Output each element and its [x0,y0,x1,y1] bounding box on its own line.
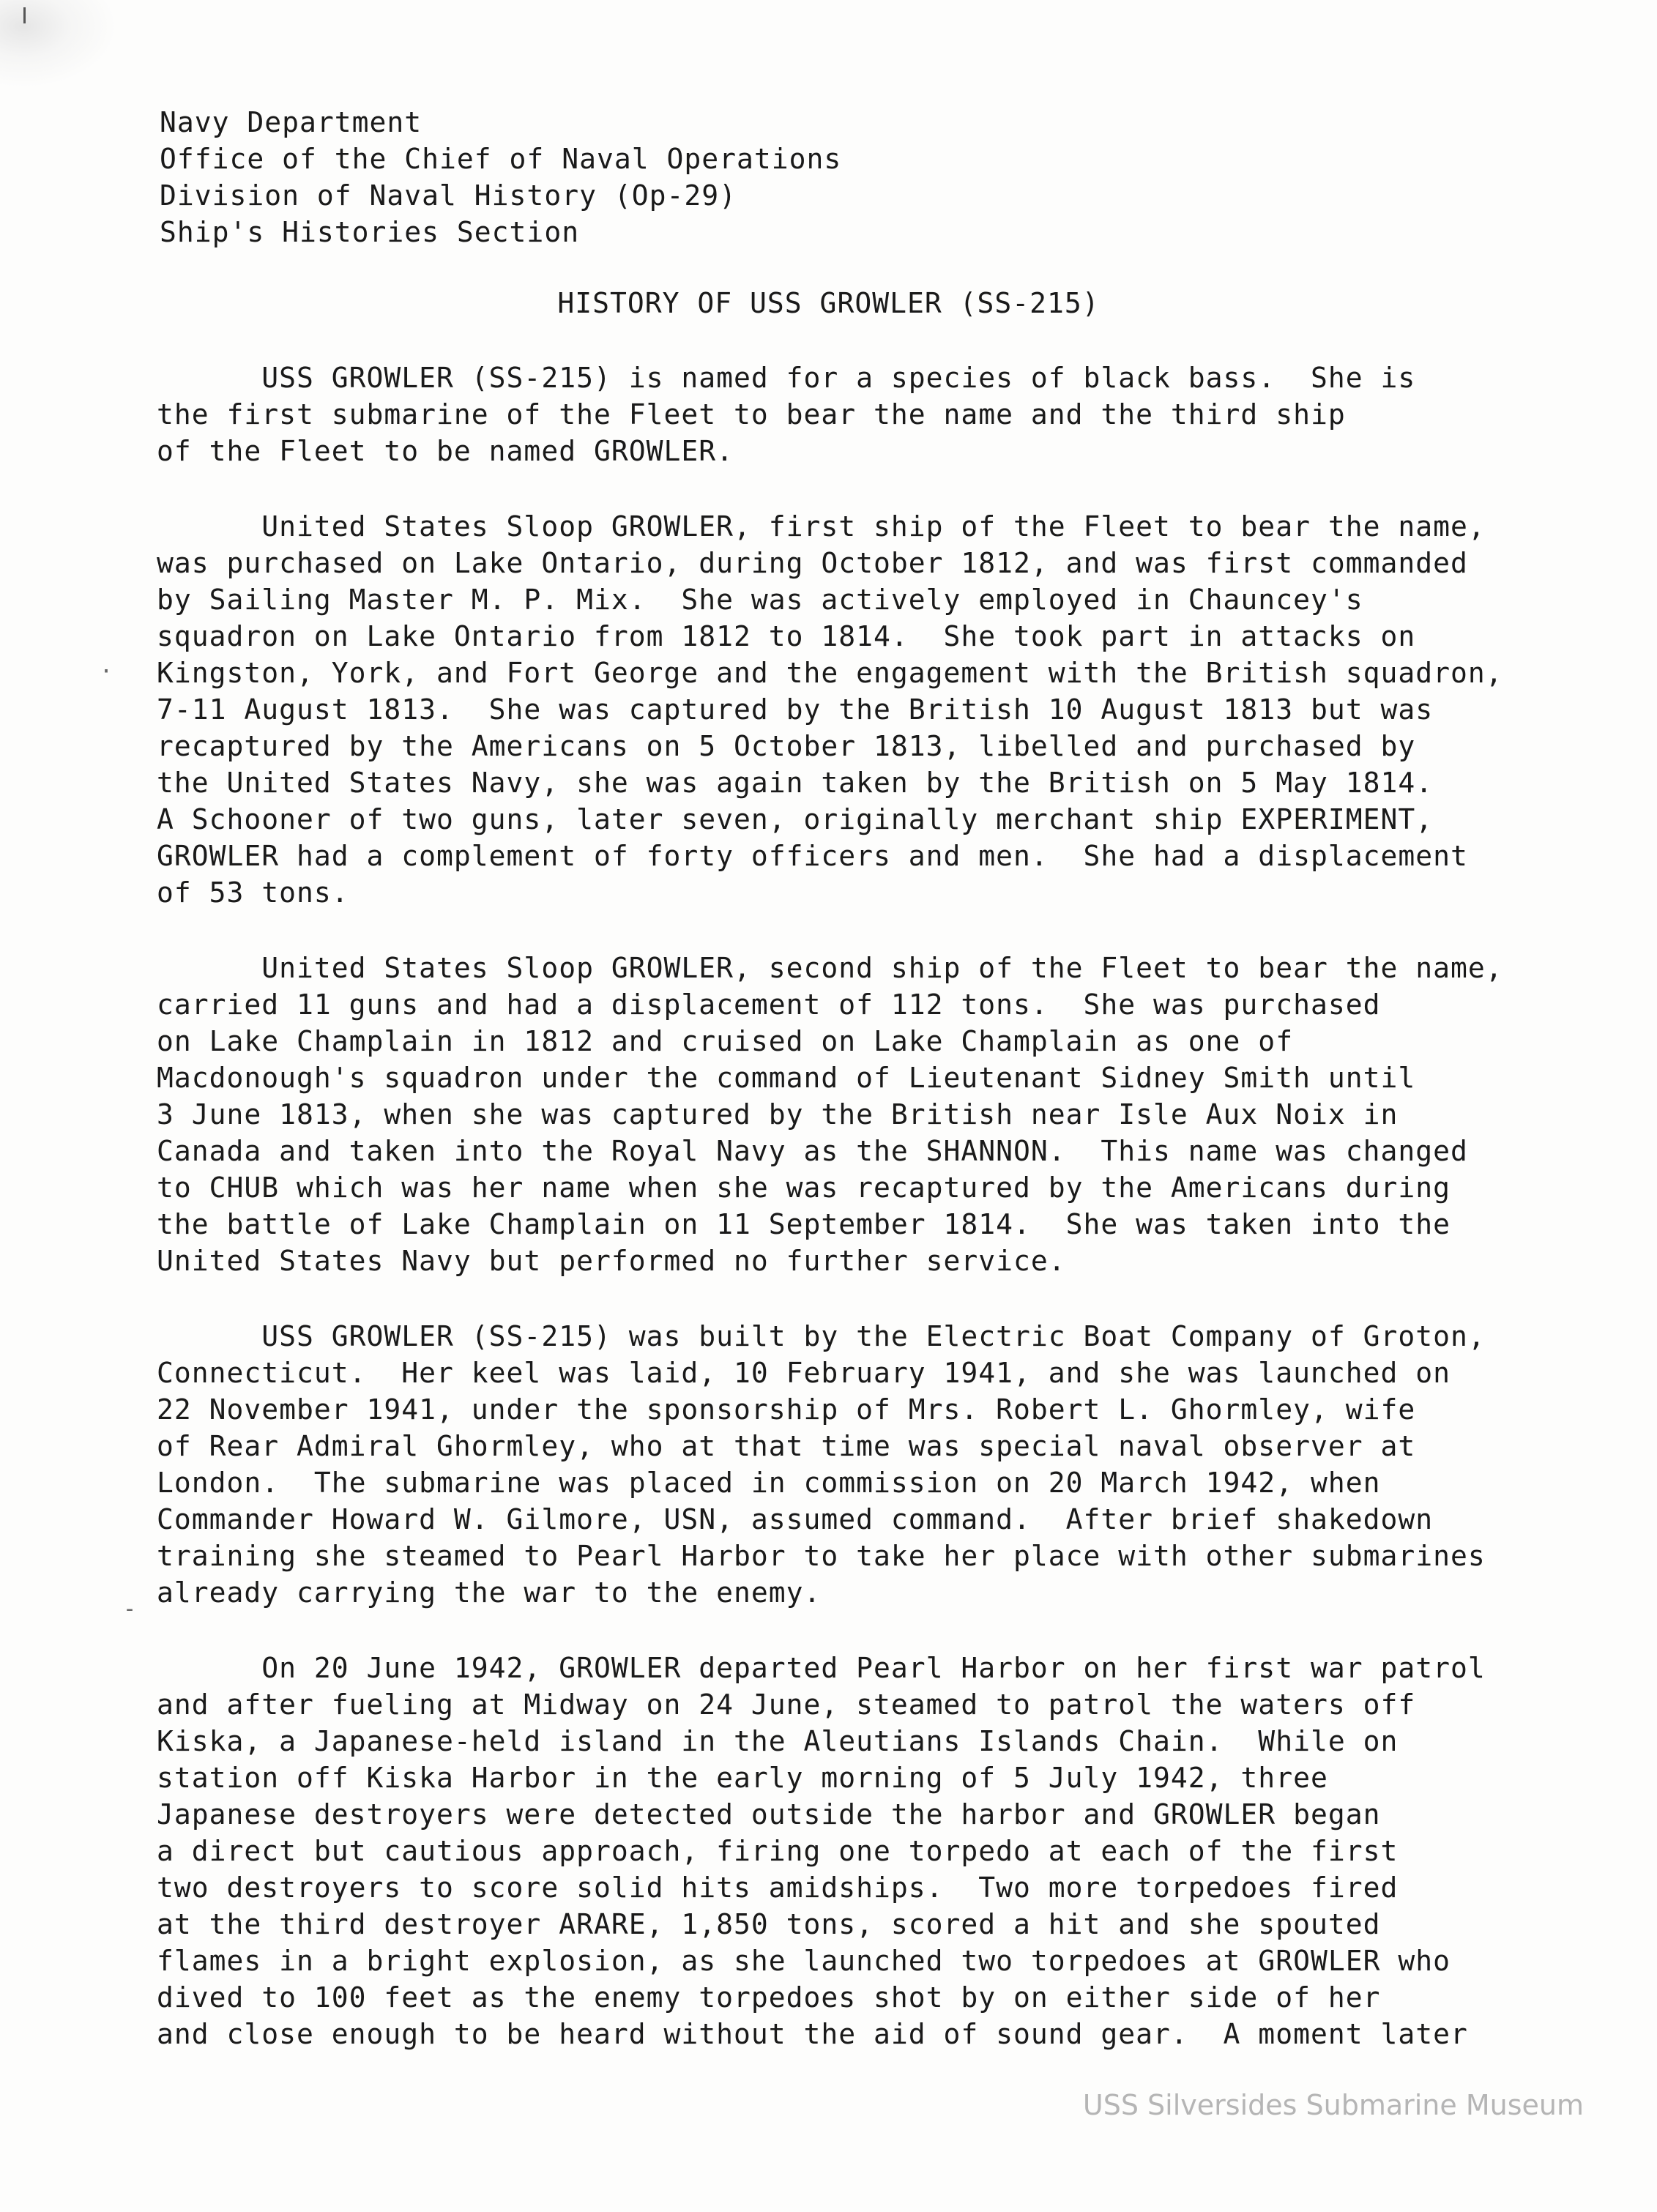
text-line: Macdonough's squadron under the command of Lieutenant Sidney Smith until [157,1062,1416,1094]
paper-stain [0,0,117,88]
text-line: on Lake Champlain in 1812 and cruised on Lake Champlain as one of [157,1025,1294,1057]
text-line: A Schooner of two guns, later seven, originally merchant ship EXPERIMENT, [157,803,1434,835]
text-line: carried 11 guns and had a displacement of 112 tons. She was purchased [157,988,1381,1021]
text-line: station off Kiska Harbor in the early morning of 5 July 1942, three [157,1762,1328,1794]
text-line: the first submarine of the Fleet to bear the name and the third ship [157,398,1346,431]
text-line: the battle of Lake Champlain on 11 September 1814. She was taken into the [157,1208,1451,1240]
text-line: On 20 June 1942, GROWLER departed Pearl Harbor on her first war patrol [157,1652,1486,1684]
paragraph-second-growler [157,950,1563,1279]
text-line: dived to 100 feet as the enemy torpedoes shot by on either side of her [157,1981,1381,2014]
text-line: United States Sloop GROWLER, first ship of the Fleet to bear the name, [157,510,1486,543]
text-line: USS GROWLER (SS-215) was built by the Electric Boat Company of Groton, [157,1320,1486,1352]
text-line: Connecticut. Her keel was laid, 10 February 1941, and she was launched on [157,1357,1451,1389]
text-line: a direct but cautious approach, firing one torpedo at each of the first [157,1835,1399,1867]
text-line: recaptured by the Americans on 5 October 1813, libelled and purchased by [157,730,1416,762]
text-line: United States Sloop GROWLER, second ship of the Fleet to bear the name, [157,952,1503,984]
text-line: training she steamed to Pearl Harbor to take her place with other submarines [157,1540,1486,1572]
margin-dot-mark: · [100,659,113,685]
text-line: Canada and taken into the Royal Navy as the SHANNON. This name was changed [157,1135,1468,1167]
text-line: at the third destroyer ARARE, 1,850 tons, scored a hit and she spouted [157,1908,1381,1940]
text-line: of 53 tons. [157,876,349,909]
text-line: Commander Howard W. Gilmore, USN, assumed command. After brief shakedown [157,1503,1434,1535]
text-line: two destroyers to score solid hits amidships. Two more torpedoes fired [157,1872,1399,1904]
text-line: of the Fleet to be named GROWLER. [157,435,734,467]
text-line: by Sailing Master M. P. Mix. She was actively employed in Chauncey's [157,584,1363,616]
letterhead-line: Division of Naval History (Op-29) [160,179,737,212]
text-line: 7-11 August 1813. She was captured by the British 10 August 1813 but was [157,693,1434,726]
text-line: the United States Navy, she was again taken by the British on 5 May 1814. [157,767,1434,799]
document-title: HISTORY OF USS GROWLER (SS-215) [557,287,1100,319]
text-line: United States Navy but performed no further service. [157,1245,1066,1277]
text-line: squadron on Lake Ontario from 1812 to 1814. She took part in attacks on [157,620,1416,652]
letterhead-line: Navy Department [160,106,422,138]
paragraph-ss215-construction [157,1318,1563,1611]
text-line: Kingston, York, and Fort George and the engagement with the British squadron, [157,657,1503,689]
text-line: was purchased on Lake Ontario, during October 1812, and was first commanded [157,547,1468,579]
text-line: GROWLER had a complement of forty officers and men. She had a displacement [157,840,1468,872]
text-line: 22 November 1941, under the sponsorship of Mrs. Robert L. Ghormley, wife [157,1393,1416,1426]
paragraph-first-war-patrol [157,1650,1563,2052]
text-line: London. The submarine was placed in commission on 20 March 1942, when [157,1467,1381,1499]
letterhead-line: Office of the Chief of Naval Operations [160,143,842,175]
letterhead [160,104,1112,250]
margin-tick-mark [23,7,26,23]
paragraph-first-growler [157,508,1563,911]
text-line: flames in a bright explosion, as she launched two torpedoes at GROWLER who [157,1945,1451,1977]
text-line: to CHUB which was her name when she was recaptured by the Americans during [157,1172,1451,1204]
text-line: and close enough to be heard without the aid of sound gear. A moment later [157,2018,1468,2050]
text-line: and after fueling at Midway on 24 June, steamed to patrol the waters off [157,1688,1416,1721]
text-line: Kiska, a Japanese-held island in the Aleutians Islands Chain. While on [157,1725,1399,1757]
museum-watermark: USS Silversides Submarine Museum [1082,2089,1584,2121]
text-line: 3 June 1813, when she was captured by the British near Isle Aux Noix in [157,1098,1399,1131]
text-line: Japanese destroyers were detected outside the harbor and GROWLER began [157,1798,1381,1831]
margin-dash-mark: - [123,1596,137,1622]
paragraph-intro [157,360,1563,469]
text-line: of Rear Admiral Ghormley, who at that time was special naval observer at [157,1430,1416,1462]
letterhead-line: Ship's Histories Section [160,216,580,248]
text-line: already carrying the war to the enemy. [157,1576,822,1609]
text-line: USS GROWLER (SS-215) is named for a species of black bass. She is [157,362,1416,394]
